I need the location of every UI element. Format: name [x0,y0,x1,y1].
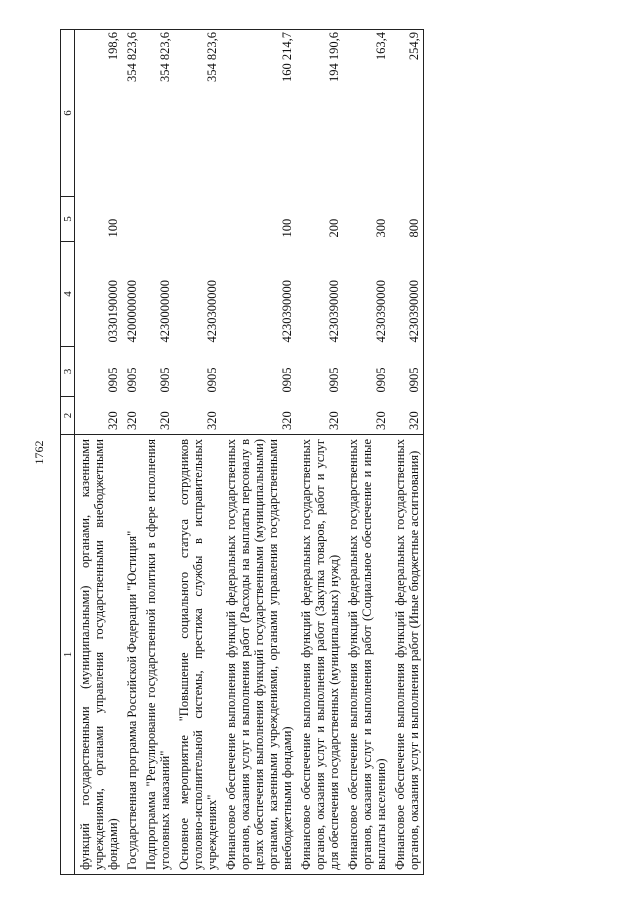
header-cell: 4 [61,242,75,347]
page-number: 1762 [32,440,46,465]
row-amount: 254,9 [390,30,424,197]
table-row [174,30,221,875]
table-row [343,30,390,875]
row-col4: 4230390000 [327,280,341,343]
table-row [75,30,123,875]
row-col4: 0330190000 [106,280,120,343]
row-col4: 4230000000 [158,280,172,343]
table-row [221,30,296,875]
rotated-page [60,30,600,875]
row-col3: 0905 [158,367,172,393]
row-col2: 320 [106,411,120,430]
row-name: Подпрограмма "Регулирование государственной политики в сфере исполнения уголовных наказаний" [141,435,174,875]
row-col3: 0905 [390,347,424,397]
row-col2: 320 [327,411,341,430]
row-col5: 300 [374,218,388,238]
row-col5 [141,197,174,242]
row-col2: 320 [125,411,139,430]
row-col5: 200 [327,218,341,238]
row-col4: 4230390000 [374,280,388,343]
row-col3: 0905 [205,367,219,393]
row-col2: 320 [374,411,388,430]
row-amount: 354 823,6 [141,30,174,197]
header-row [61,30,75,875]
row-amount: 163,4 [343,30,390,197]
header-cell: 5 [61,197,75,242]
row-amount: 160 214,7 [221,30,296,197]
row-col2: 320 [390,397,424,435]
row-col4: 4230390000 [390,242,424,347]
row-amount: 354 823,6 [122,30,141,197]
row-amount: 354 823,6 [174,30,221,197]
table-row [141,30,174,875]
table-row [296,30,343,875]
row-col4: 4200000000 [125,280,139,343]
row-name: Финансовое обеспечение выполнения функций федеральных государственных органов, оказания услуг и выполнения работ (Расходы на выплаты персоналу в целях обеспечения выполнения функций государственными (муниципальными) органами, казенными учреждениями, органами управления государственными внебюджетными фондами) [221,435,296,875]
row-amount: 198,6 [75,30,123,197]
row-col5 [174,197,221,242]
row-name: Государственная программа Российской Федерации "Юстиция" [122,435,141,875]
row-col3: 0905 [106,367,120,393]
budget-table [60,29,424,875]
header-cell: 3 [61,347,75,397]
row-col3: 0905 [280,367,294,393]
row-name: Финансовое обеспечение выполнения функций федеральных государственных органов, оказания услуг и выполнения работ (Иные бюджетные ассигнования) [390,435,424,875]
table-row [122,30,141,875]
header-cell: 2 [61,397,75,435]
row-col2: 320 [158,411,172,430]
header-cell: 6 [61,30,75,197]
row-col5: 800 [390,197,424,242]
row-col3: 0905 [125,367,139,393]
row-col5: 100 [106,218,120,238]
row-name: Основное мероприятие "Повышение социального статуса сотрудников уголовно-исполнительной системы, престижа службы в исправительных учреждениях" [174,435,221,875]
row-col2: 320 [280,411,294,430]
table-row [390,30,424,875]
row-col3: 0905 [374,367,388,393]
row-col5 [122,197,141,242]
row-name: Финансовое обеспечение выполнения функций федеральных государственных органов, оказания услуг и выполнения работ (Социальное обеспечение и иные выплаты населению) [343,435,390,875]
header-cell: 1 [61,435,75,875]
row-name: функций государственными (муниципальными) органами, казенными учреждениями, органами управления государственными внебюджетными фондами) [75,435,123,875]
row-name: Финансовое обеспечение выполнения функций федеральных государственных органов, оказания услуг и выполнения работ (Закупка товаров, работ и услуг для обеспечения государственных (муниципальных) нужд) [296,435,343,875]
row-col4: 4230390000 [280,280,294,343]
row-col5: 100 [280,218,294,238]
row-amount: 194 190,6 [296,30,343,197]
row-col4: 4230300000 [205,280,219,343]
row-col3: 0905 [327,367,341,393]
row-col2: 320 [205,411,219,430]
